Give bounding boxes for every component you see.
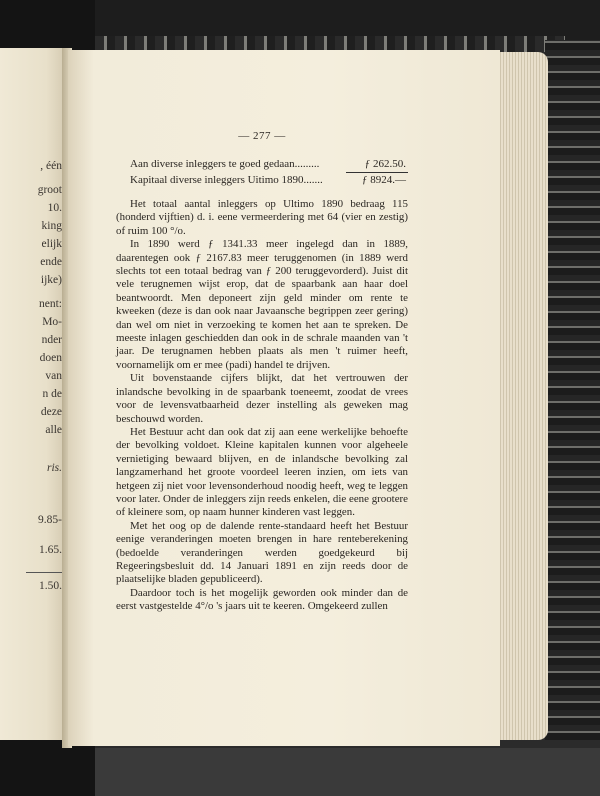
left-fragment: king [41,220,62,232]
account-label: Kapitaal diverse inleggers Uitimo 1890....... [130,174,323,186]
left-fragment: 10. [47,202,62,214]
account-line [116,156,408,172]
left-page [0,48,66,740]
paragraph: Met het oog op de dalende rente-standaard heeft het Bestuur eenige veranderingen moeten brengen in hare renteberekening (bedoelde veranderingen werden goedgekeurd bij Regeeringsbesluit dd. 14 Januari 1891 en zijn reeds door de plaatselijke bladen gepubliceerd). [116,519,408,586]
left-fragment: nder [41,334,62,346]
left-fragment: doen [39,352,62,364]
left-fragment: van [45,370,62,382]
background-bottom [95,748,600,796]
account-amount: ƒ 8924.— [362,174,406,186]
paragraph: Het totaal aantal inleggers op Ultimo 1890 bedraag 115 (honderd vijftien) d. i. eene vermeerdering met 64 (vier en zestig) of ruim 100 °/o. [116,198,408,237]
book-cover-edge-right [545,40,600,740]
paragraph: Daardoor toch is het mogelijk geworden ook minder dan de eerst vastgestelde 4°/o 's jaars uit te keeren. Omgekeerd zullen [116,586,408,613]
right-page [68,50,500,746]
left-fragment: 1.65. [39,544,62,556]
account-amount: ƒ 262.50. [364,158,406,170]
account-line [116,172,408,188]
left-sum-rule [26,572,66,573]
left-fragment: ende [40,256,62,268]
left-fragment: deze [40,406,62,418]
account-label: Aan diverse inleggers te goed gedaan......... [130,158,320,170]
left-fragment: Mo- [42,316,62,328]
left-fragment: 1.50. [39,580,62,592]
paragraph: Uit bovenstaande cijfers blijkt, dat het vertrouwen der inlandsche bevolking in de spaarbank toeneemt, zoodat de vrees voor de levensvatbaarheid dezer instelling als geweken mag beschouwd worden. [116,372,408,425]
left-fragment: 9.85- [38,514,62,526]
left-fragment: ijke) [40,274,62,286]
left-fragment: ris. [46,462,62,474]
paragraph: In 1890 werd ƒ 1341.33 meer ingelegd dan in 1889, daarentegen ook ƒ 2167.83 meer teruggenomen (in 1889 werd slechts tot een totaal bedrag van ƒ 200 teruggevorderd). Juist dit vele terugnemen wijst erop, dat de spaarbank aan haar doel beantwoordt. Men deponeert zijn geld minder om rente te kweeken (deze is dan ook naar Javaansche begrippen zeer gering) dan wel om niet in verzoeking te komen het aan te spreken. De meeste inlagen geschiedden dan ook in de schrale maanden van 't jaar. De terugnamen hebben plaats als men 't ruimer heeft, voornamelijk om er mee (padi) handel te drijven. [116,238,408,371]
left-fragment: , één [40,160,62,172]
page-text [116,130,408,614]
paragraph: Het Bestuur acht dan ook dat zij aan eene werkelijke behoefte der bevolking voldoet. Kleine kapitalen kunnen voor algeheele vernietiging bewaard blijven, en de inlandsche bevolking zal langzamerhand het groote voordeel leeren inzien, om iets van hetgeen zij niet voor levensonderhoud noodig heeft, weg te leggen voor later. Onder de inleggers zijn reeds enkelen, die eene grootere of kleinere som, op naam hunner kinderen vast leggen. [116,425,408,519]
left-fragment: alle [45,424,62,436]
page-number: — 277 — [238,130,286,142]
left-fragment: n de [42,388,62,400]
left-fragment: elijk [41,238,62,250]
left-fragment: groot [37,184,62,196]
background-top [95,0,600,40]
left-fragment: nent: [39,298,62,310]
page-stack-edges [498,52,548,740]
